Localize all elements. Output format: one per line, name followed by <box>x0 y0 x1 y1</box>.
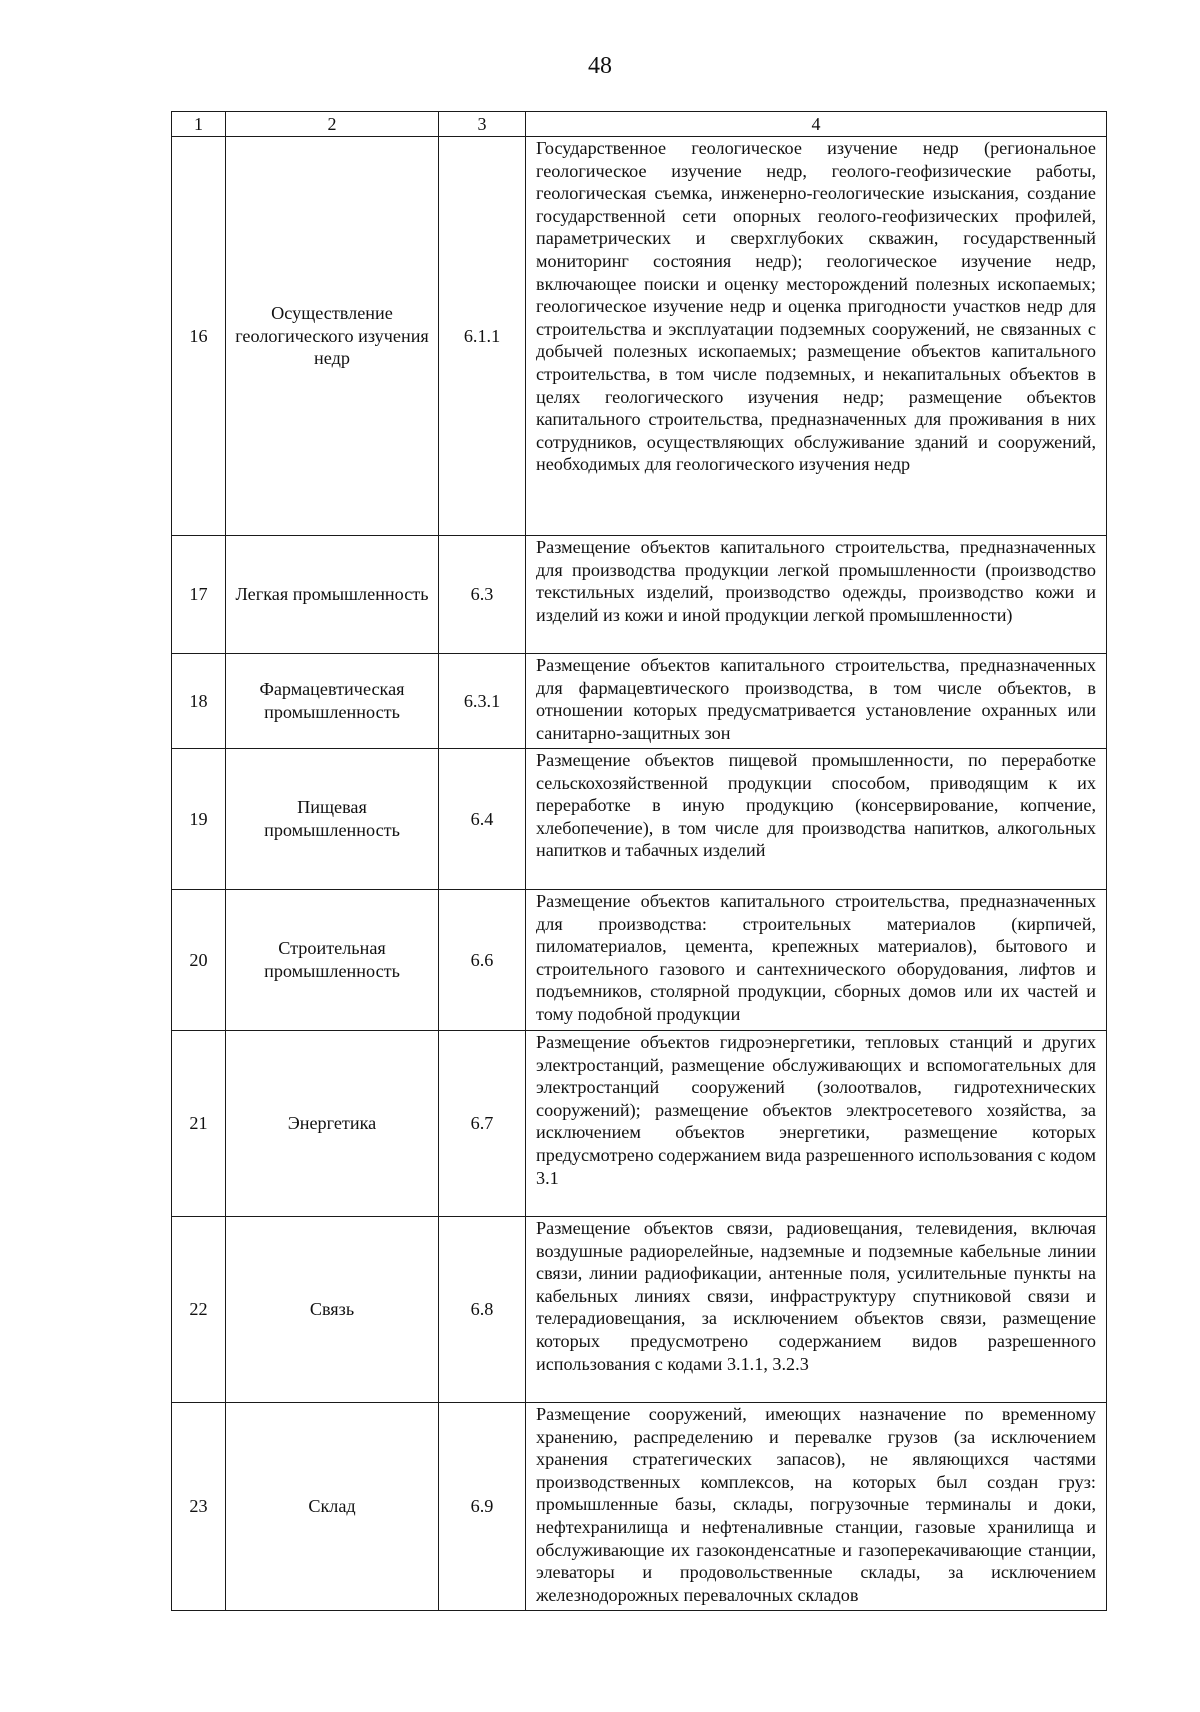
row-number: 20 <box>172 890 226 1031</box>
use-type-description: Размещение сооружений, имеющих назначение по временному хранению, распределению и перевалке грузов (за исключением хранения стратегических запасов), не являющихся частями производственных комплексов, на которых был создан груз: промышленные базы, склады, погрузочные терминалы и доки, нефтехранилища и нефтеналивные станции, газовые хранилища и обслуживающие их газоконденсатные и газоперекачивающие станции, элеваторы и продовольственные склады, за исключением железнодорожных перевалочных складов <box>526 1403 1107 1611</box>
use-type-description: Размещение объектов капитального строительства, предназначенных для производства: строительных материалов (кирпичей, пиломатериалов, цемента, крепежных материалов), бытового и строительного газового и сантехнического оборудования, лифтов и подъемников, столярной продукции, сборных домов или их частей и тому подобной продукции <box>526 890 1107 1031</box>
use-type-description: Размещение объектов капитального строительства, предназначенных для производства продукции легкой промышленности (производство текстильных изделий, производство одежды, производство кожи и изделий из кожи и иной продукции легкой промышленности) <box>526 536 1107 654</box>
use-type-description: Государственное геологическое изучение недр (региональное геологическое изучение недр, геолого-геофизические работы, геологическая съемка, инженерно-геологические изыскания, создание государственной сети опорных геолого-геофизических профилей, параметрических и сверхглубоких скважин, государственный мониторинг состояния недр); геологическое изучение недр, включающее поиски и оценку месторождений полезных ископаемых; геологическое изучение недр и оценка пригодности участков недр для строительства и эксплуатации подземных сооружений, не связанных с добычей полезных ископаемых; размещение объектов капитального строительства, в том числе подземных, и некапитальных объектов в целях геологического изучения недр; размещение объектов капитального строительства, предназначенных для проживания в них сотрудников, осуществляющих обслуживание зданий и сооружений, необходимых для геологического изучения недр <box>526 137 1107 536</box>
use-type-description: Размещение объектов капитального строительства, предназначенных для фармацевтического производства, в том числе объектов, в отношении которых предусматривается установление охранных или санитарно-защитных зон <box>526 654 1107 749</box>
use-type-name: Склад <box>226 1403 439 1611</box>
header-col-2: 2 <box>226 112 439 137</box>
use-type-name: Осуществление геологического изучения недр <box>226 137 439 536</box>
row-number: 19 <box>172 749 226 890</box>
row-number: 22 <box>172 1217 226 1403</box>
table-row <box>172 1217 1107 1403</box>
row-number: 21 <box>172 1031 226 1217</box>
use-type-description: Размещение объектов гидроэнергетики, тепловых станций и других электростанций, размещение обслуживающих и вспомогательных для электростанций сооружений (золоотвалов, гидротехнических сооружений); размещение объектов электросетевого хозяйства, за исключением объектов энергетики, размещение которых предусмотрено содержанием вида разрешенного использования с кодом 3.1 <box>526 1031 1107 1217</box>
table-row <box>172 137 1107 536</box>
use-type-code: 6.3.1 <box>439 654 526 749</box>
use-type-code: 6.7 <box>439 1031 526 1217</box>
use-type-name: Пищевая промышленность <box>226 749 439 890</box>
use-type-name: Связь <box>226 1217 439 1403</box>
use-type-description: Размещение объектов пищевой промышленности, по переработке сельскохозяйственной продукции способом, приводящим к их переработке в иную продукцию (консервирование, копчение, хлебопечение), в том числе для производства напитков, алкогольных напитков и табачных изделий <box>526 749 1107 890</box>
table-row <box>172 749 1107 890</box>
page-number: 48 <box>588 53 612 79</box>
table-row <box>172 654 1107 749</box>
use-type-code: 6.4 <box>439 749 526 890</box>
use-type-code: 6.8 <box>439 1217 526 1403</box>
row-number: 23 <box>172 1403 226 1611</box>
land-use-table <box>171 111 1107 1611</box>
table-row <box>172 890 1107 1031</box>
table-row <box>172 1031 1107 1217</box>
header-col-1: 1 <box>172 112 226 137</box>
use-type-code: 6.9 <box>439 1403 526 1611</box>
use-type-code: 6.1.1 <box>439 137 526 536</box>
row-number: 16 <box>172 137 226 536</box>
use-type-code: 6.6 <box>439 890 526 1031</box>
table-row <box>172 536 1107 654</box>
use-type-code: 6.3 <box>439 536 526 654</box>
use-type-name: Энергетика <box>226 1031 439 1217</box>
header-col-3: 3 <box>439 112 526 137</box>
row-number: 17 <box>172 536 226 654</box>
table-header-row <box>172 112 1107 137</box>
row-number: 18 <box>172 654 226 749</box>
header-col-4: 4 <box>526 112 1107 137</box>
table-row <box>172 1403 1107 1611</box>
use-type-description: Размещение объектов связи, радиовещания, телевидения, включая воздушные радиорелейные, надземные и подземные кабельные линии связи, линии радиофикации, антенные поля, усилительные пункты на кабельных линиях связи, инфраструктуру спутниковой связи и телерадиовещания, за исключением объектов связи, размещение которых предусмотрено содержанием видов разрешенного использования с кодами 3.1.1, 3.2.3 <box>526 1217 1107 1403</box>
use-type-name: Строительная промышленность <box>226 890 439 1031</box>
use-type-name: Фармацевтическая промышленность <box>226 654 439 749</box>
use-type-name: Легкая промышленность <box>226 536 439 654</box>
